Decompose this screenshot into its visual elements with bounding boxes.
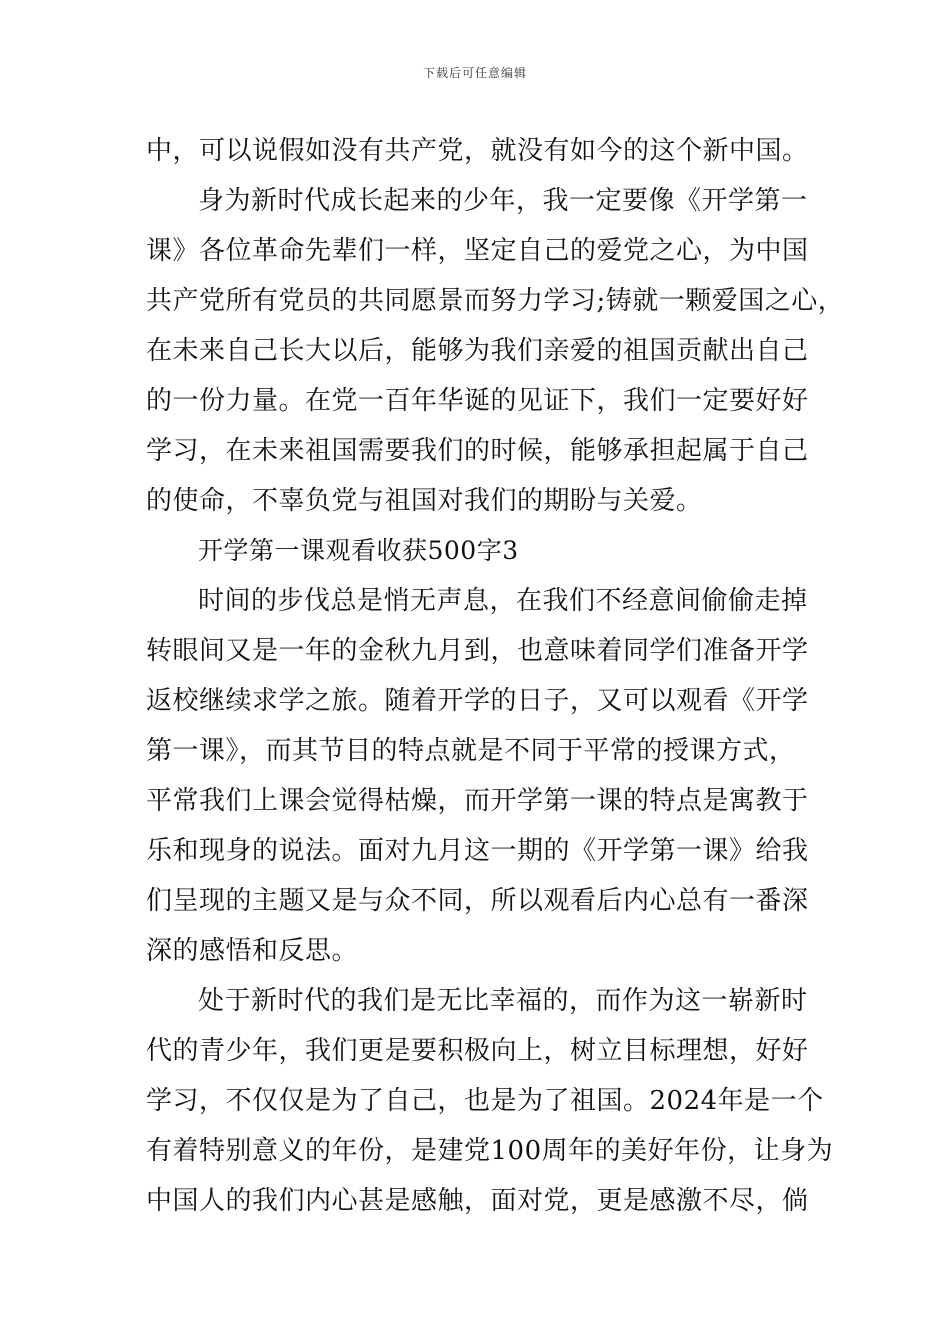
text-line: 时间的步伐总是悄无声息，在我们不经意间偷偷走掉 [198, 586, 808, 616]
text-line: 转眼间又是一年的金秋九月到，也意味着同学们准备开学 [146, 636, 809, 666]
text-line: 深的感悟和反思。 [146, 936, 359, 966]
text-line: 中国人的我们内心甚是感触，面对党，更是感激不尽，倘 [146, 1186, 809, 1216]
text-line: 学习，不仅仅是为了自己，也是为了祖国。2024年是一个 [146, 1086, 824, 1116]
text-line: 有着特别意义的年份，是建党100周年的美好年份，让身为 [146, 1136, 834, 1166]
text-line: 共产党所有党员的共同愿景而努力学习;铸就一颗爱国之心， [146, 286, 845, 316]
text-line: 的使命，不辜负党与祖国对我们的期盼与关爱。 [146, 486, 703, 516]
text-line: 学习，在未来祖国需要我们的时候，能够承担起属于自己 [146, 436, 809, 466]
text-line: 的一份力量。在党一百年华诞的见证下，我们一定要好好 [146, 386, 809, 416]
text-line: 返校继续求学之旅。随着开学的日子，又可以观看《开学 [146, 686, 809, 716]
text-line: 中，可以说假如没有共产党，就没有如今的这个新中国。 [146, 136, 809, 166]
section-heading: 开学第一课观看收获500字3 [198, 536, 519, 565]
text-line: 乐和现身的说法。面对九月这一期的《开学第一课》给我 [146, 836, 809, 866]
text-line: 处于新时代的我们是无比幸福的，而作为这一崭新时 [198, 986, 808, 1016]
text-line: 在未来自己长大以后，能够为我们亲爱的祖国贡献出自己 [146, 336, 809, 366]
text-line: 平常我们上课会觉得枯燥，而开学第一课的特点是寓教于 [146, 786, 809, 816]
text-line: 们呈现的主题又是与众不同，所以观看后内心总有一番深 [146, 886, 809, 916]
text-line: 代的青少年，我们更是要积极向上，树立目标理想，好好 [146, 1036, 809, 1066]
text-line: 身为新时代成长起来的少年，我一定要像《开学第一 [198, 186, 808, 216]
document-body [146, 126, 845, 1226]
text-line: 第一课》，而其节目的特点就是不同于平常的授课方式， [146, 736, 796, 766]
text-line: 课》各位革命先辈们一样，坚定自己的爱党之心，为中国 [146, 236, 809, 266]
page-header: 下载后可任意编辑 [422, 66, 527, 80]
